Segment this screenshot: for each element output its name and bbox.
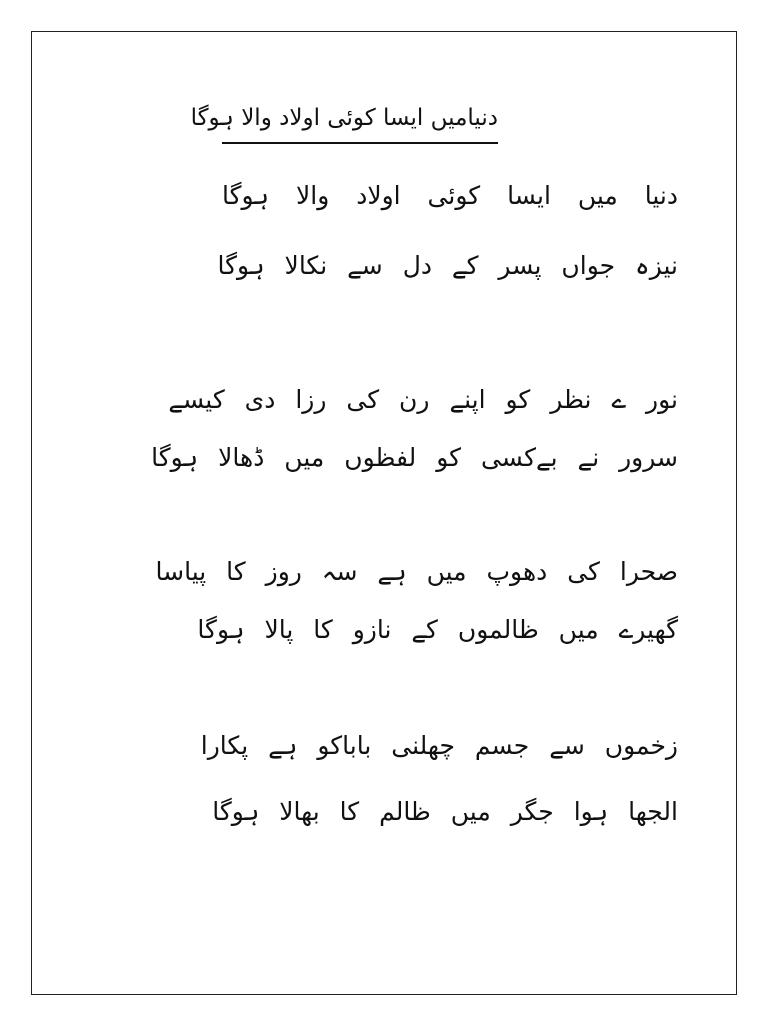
stanza-1-line-2: نیزہ جواں پسر کے دل سے نکالا ہوگا: [217, 251, 678, 280]
stanza-2-line-2: سرور نے بےکسی کو لفظوں میں ڈھالا ہوگا: [151, 443, 678, 472]
stanza-2-line-1: نور ے نظر کو اپنے رن کی رزا دی کیسے: [168, 385, 678, 414]
stanza-4-line-2: الجھا ہوا جگر میں ظالم کا بھالا ہوگا: [212, 797, 678, 826]
stanza-4-line-1: زخموں سے جسم چھلنی باباکو ہے پکارا: [200, 731, 678, 760]
stanza-3-line-2: گھیرے میں ظالموں کے نازو کا پالا ہوگا: [197, 615, 678, 644]
poem-title: دنیامیں ایسا کوئی اولاد والا ہوگا: [190, 105, 498, 131]
stanza-3-line-1: صحرا کی دھوپ میں ہے سہ روز کا پیاسا: [155, 557, 678, 586]
title-underline: [222, 142, 498, 144]
stanza-1-line-1: دنیا میں ایسا کوئی اولاد والا ہوگا: [222, 181, 678, 210]
